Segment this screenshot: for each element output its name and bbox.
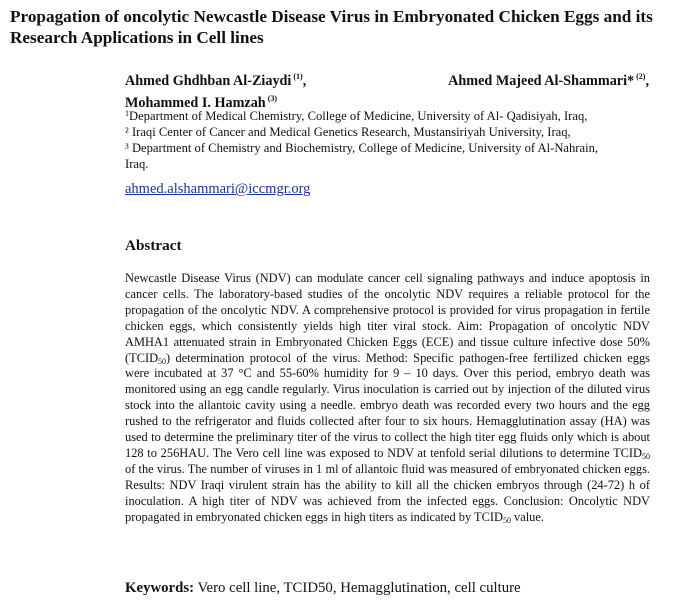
keywords-line (125, 579, 521, 597)
author-name: Ahmed Majeed Al-Shammari* $^{(2)}$, (448, 72, 649, 89)
corresponding-email-link[interactable]: ahmed.alshammari@iccmgr.org (125, 181, 311, 197)
affiliation-item-continued: Iraq. (125, 157, 149, 171)
paper-title: Propagation of oncolytic Newcastle Disease Virus in Embryonated Chicken Eggs and its Research Applications in Cell lines (10, 7, 653, 47)
affiliation-list (125, 106, 649, 172)
affiliation-item: $^1$Department of Medical Chemistry, College of Medicine, University of Al- Qadisiyah, Iraq, (125, 109, 588, 123)
affiliation-item: ² Iraqi Center of Cancer and Medical Genetics Research, Mustansiriyah University, Iraq, (125, 125, 571, 139)
abstract-body: Newcastle Disease Virus (NDV) can modulate cancer cell signaling pathways and induce apoptosis in cancer cells. The laboratory-based studies of the oncolytic NDV requires a reliable protocol for the propagation of the oncolytic NDV. A comprehensive protocol is provided for virus propagation in fertile chicken eggs, which consistently yields high titer viral stock. Aim: Propagation of oncolytic NDV AMHA1 attenuated strain in Embryonated Chicken Eggs (ECE) and tissue culture infective dose 50% $(TCID_{50})$ determination protocol of the virus. Method: Specific pathogen-free fertilized chicken eggs were incubated at 37 °C and 55-60% humidity for 9 – 10 days. Over this period, embryo death was monitored using an egg candle regularly. Virus inoculation is carried out by injection of the diluted virus stock into the allantoic cavity using a needle. embryo death was recorded every two hours and the egg rushed to the refrigerator and fluids collected after four to six hours. Hemagglutination assay (HA) was used to determine the preliminary titer of the virus to collect the high titer egg fluids only which is about 128 to 256HAU. The Vero cell line was exposed to NDV at tenfold serial dilutions to determine $TCID_{50}$ of the virus. The number of viruses in 1 ml of allantoic fluid was measured of embryonated chicken eggs. Results: NDV Iraqi virulent strain has the ability to kill all the chicken embryos through (24-72) h of inoculation. A high titer of NDV was achieved from the infected eggs. Conclusion: Oncolytic NDV propagated in embryonated chicken eggs in high titers as indicated by $TCID_{50}$ value. (125, 271, 650, 525)
keywords-label: Keywords: (125, 580, 195, 596)
author-name: Mohammed I. Hamzah $^{(3)}$ (125, 94, 278, 111)
affiliation-item: ³ Department of Chemistry and Biochemistry, College of Medicine, University of Al-Nahrain, (125, 141, 599, 155)
abstract-heading: Abstract (125, 237, 182, 254)
author-name: Ahmed Ghdhban Al-Ziaydi $^{(1)}$, (125, 72, 307, 89)
keywords-text: Vero cell line, TCID50, Hemagglutination, cell culture (197, 580, 521, 596)
